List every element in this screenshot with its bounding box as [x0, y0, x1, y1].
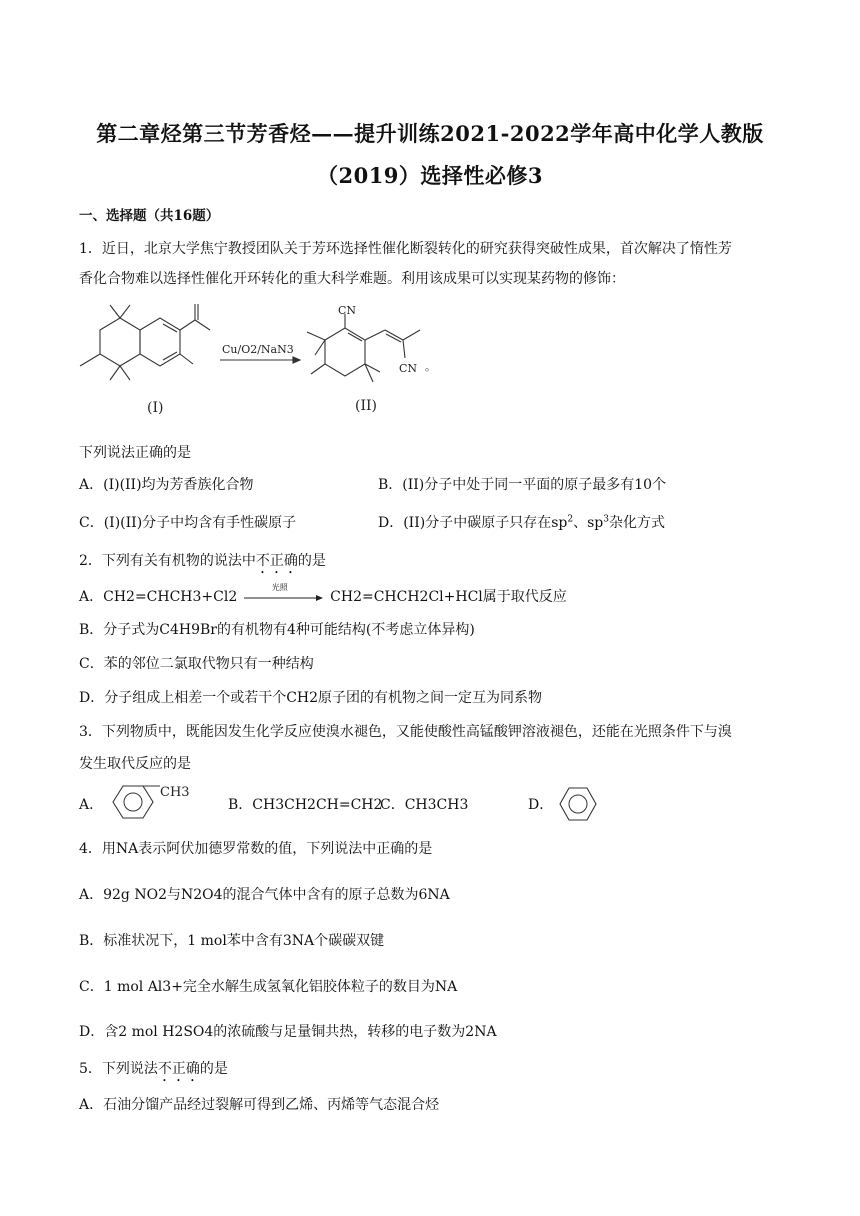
q1-option-d: D．(II)分子中碳原子只存在$sp^2$、$sp^3$杂化方式 [378, 514, 665, 531]
q5-option-a: A．石油分馏产品经过裂解可得到乙烯、丙烯等气态混合烃 [79, 1097, 440, 1113]
q3-option-b: B．CH3CH2CH=CH2 [228, 797, 383, 813]
q1-stem-line2: 香化合物难以选择性催化开环转化的重大科学难题。利用该成果可以实现某药物的修饰： [79, 271, 625, 287]
q1-prompt: 下列说法正确的是 [79, 445, 191, 461]
q1-label-I: (I) [147, 400, 164, 416]
page-title-line2: （2019）选择性必修3 [316, 163, 544, 188]
q3-stem-line1: 3．下列物质中，既能因发生化学反应使溴水褪色，又能使酸性高锰酸钾溶液褪色，还能在光照条件下与溴 [79, 724, 732, 740]
page-title-line1: 第二章烃第三节芳香烃——提升训练2021-2022学年高中化学人教版 [96, 121, 764, 146]
q3-option-d: D． [528, 797, 554, 813]
q4-stem: 4．用NA表示阿伏加德罗常数的值，下列说法中正确的是 [79, 841, 433, 857]
q2-option-d: D．分子组成上相差一个或若干个CH2原子团的有机物之间一定互为同系物 [79, 690, 543, 706]
q4-option-b: B．标准状况下，1 mol苯中含有3NA个碳碳双键 [79, 933, 385, 949]
q1-reagent-label: Cu/O2/NaN3 [222, 343, 294, 356]
q3-ch3-label: CH3 [160, 785, 190, 800]
q2-option-a: A．CH2=CHCH3+Cl2 光照 CH2=CHCH2Cl+HCl属于取代反应 [79, 583, 567, 605]
q2-condition-label: 光照 [271, 583, 288, 592]
q4-option-c: C．1 mol Al3+完全水解生成氢氧化铝胶体粒子的数目为NA [79, 979, 458, 995]
q1-option-c: C．(I)(II)分子中均含有手性碳原子 [79, 515, 297, 531]
q3-option-a: A． [79, 797, 104, 813]
q1-option-a: A．(I)(II)均为芳香族化合物 [79, 477, 254, 493]
q4-option-a: A．92g NO2与N2O4的混合气体中含有的原子总数为6NA [79, 887, 450, 903]
q1-stem-line1: 1．近日，北京大学焦宁教授团队关于芳环选择性催化断裂转化的研究获得突破性成果，首次解决了惰性芳 [79, 241, 732, 257]
q2-option-b: B．分子式为C4H9Br的有机物有4种可能结构(不考虑立体异构) [79, 622, 475, 638]
q3-toluene-structure [105, 782, 195, 822]
section-heading: 一、选择题（共16题） [79, 208, 220, 224]
q1-end-mark: 。 [425, 360, 436, 373]
q1-cn-top: CN [338, 304, 357, 317]
q2-option-c: C．苯的邻位二氯取代物只有一种结构 [79, 656, 314, 672]
q4-option-d: D．含2 mol H2SO4的浓硫酸与足量铜共热，转移的电子数为2NA [79, 1024, 497, 1040]
q1-label-II: (II) [355, 398, 377, 414]
q3-option-c: C．CH3CH3 [380, 797, 469, 813]
q3-benzene-structure [556, 784, 600, 824]
q3-stem-line2: 发生取代反应的是 [79, 756, 191, 772]
q1-reaction-scheme [75, 300, 455, 420]
q1-option-b: B．(II)分子中处于同一平面的原子最多有10个 [378, 477, 667, 493]
q2-stem: 2．下列有关有机物的说法中不正确的是 [79, 553, 326, 569]
q5-stem: 5．下列说法不正确的是 [79, 1061, 228, 1077]
q1-cn-right: CN [399, 362, 418, 375]
